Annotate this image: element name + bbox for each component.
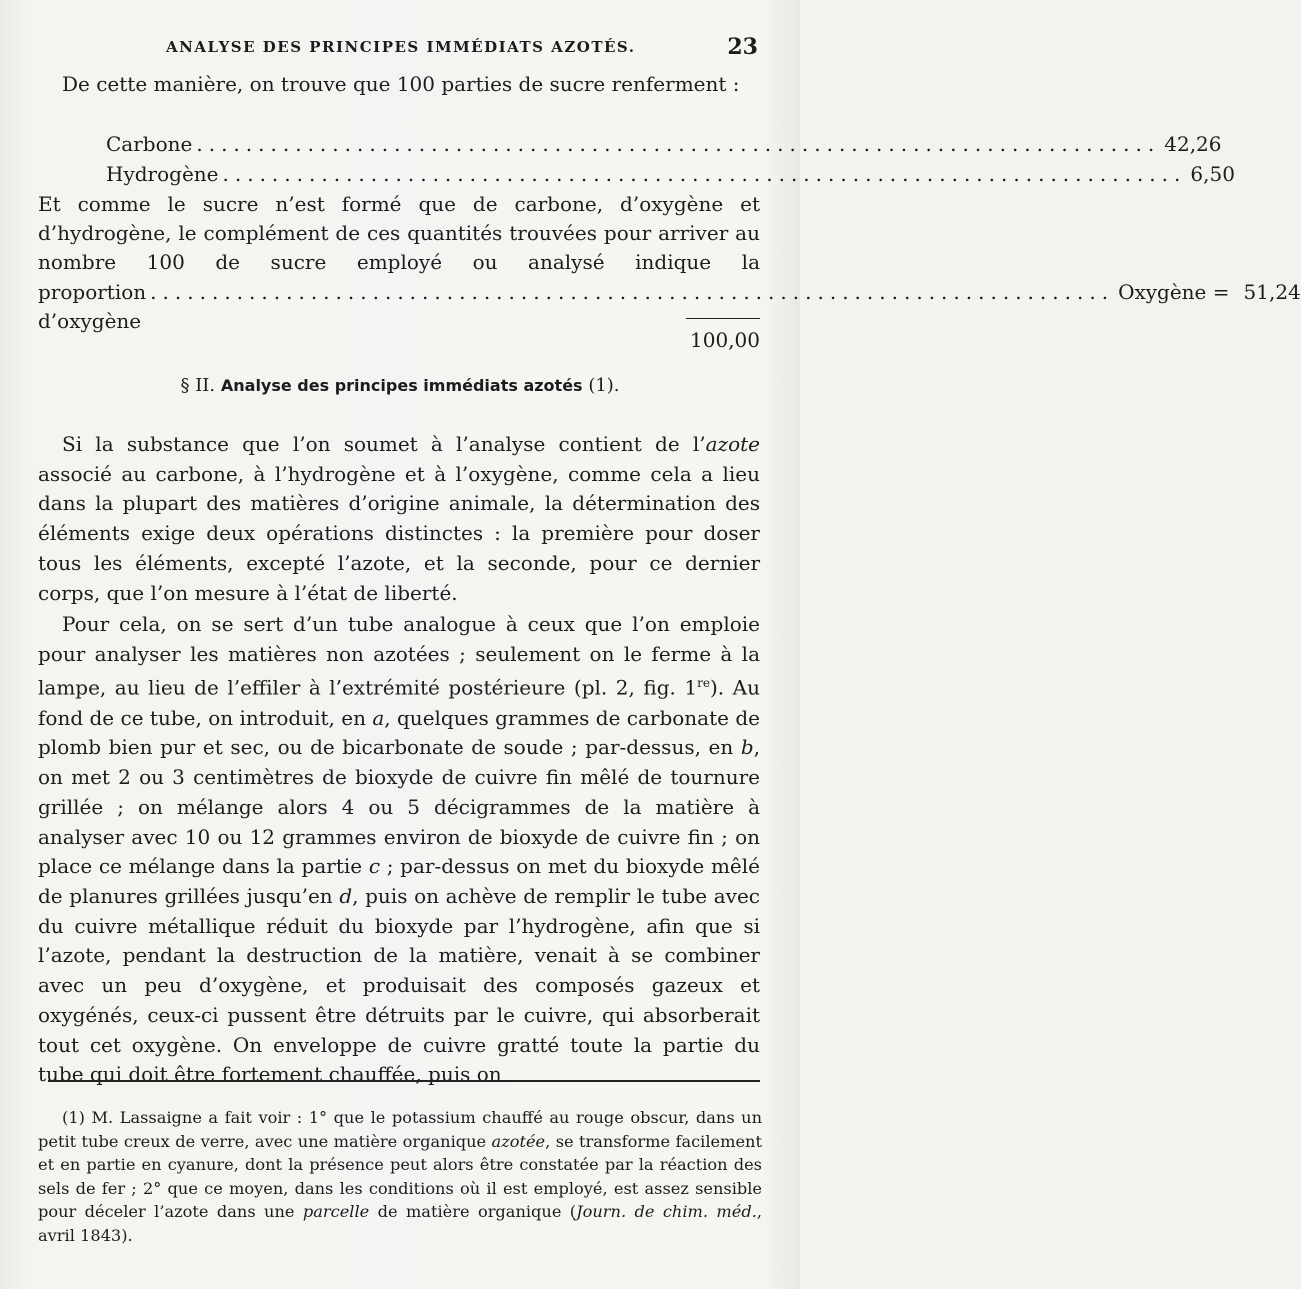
italic-letter: a [372, 705, 385, 730]
italic-letter: d [339, 883, 353, 908]
complement-paragraph: Et comme le sucre n’est formé que de carbone, d’oxygène et d’hydrogène, le complément de ces quantités trouvées pour arriver au nombre 100 de sucre employé ou analysé indique la [38, 192, 760, 274]
paragraph-text: associé au carbone, à l’hydrogène et à l’oxygène, comme cela a lieu dans la plupart des matières d’origine animale, la détermination des éléments exige deux opérations distinctes : la première pour doser tous les éléments, excepté l’azote, et la seconde, pour ce dernier corps, que l’on mesure à l’état de liberté. [38, 461, 760, 605]
composition-label: Carbone [106, 132, 193, 156]
oxygen-value: 51,24 [1243, 280, 1301, 304]
composition-value: 42,26 [1164, 132, 1222, 156]
leader-dots: .............................................................................. [150, 280, 1115, 304]
intro-line: De cette manière, on trouve que 100 parties de sucre renferment : [62, 72, 740, 96]
section-note-ref: (1). [588, 375, 620, 396]
leader-dots: .............................................................................. [222, 162, 1187, 186]
composition-label: Hydrogène [106, 162, 219, 186]
footnote-text: , se transforme facilement et en partie en cyanure, dont la présence peut alors être constatée par la réaction des sels de fer ; 2° que ce moyen, dans les conditions où il est employé, est assez sensible pour déceler l’azote dans une [38, 1131, 762, 1221]
page-number: 23 [727, 34, 758, 60]
italic-letter: b [740, 735, 754, 760]
italic-term: parcelle [302, 1202, 370, 1221]
oxygen-row-label: proportion d’oxygène [38, 280, 147, 333]
journal-citation: Journ. de chim. méd. [576, 1202, 757, 1221]
footnote [38, 1106, 762, 1247]
sum-total: 100,00 [690, 328, 760, 352]
italic-term: azote [705, 432, 760, 456]
footnote-text: (1) M. Lassaigne a fait voir : 1° que le potassium chauffé au rouge obscur, dans un petit tube creux de verre, avec une matière organique [38, 1108, 762, 1151]
paragraph-text: , on met 2 ou 3 centimètres de bioxyde de cuivre fin mêlé de tournure grillée ; on mélange alors 4 ou 5 décigrammes de la matière à analyser avec 10 ou 12 grammes environ de bioxyde de cuivre fin ; on place ce mélange dans la partie [38, 735, 760, 879]
footnote-text: , avril 1843). [38, 1202, 763, 1245]
italic-letter: c [368, 854, 381, 879]
footnote-text: de matière organique ( [369, 1202, 577, 1221]
paragraph-text: Si la substance que l’on soumet à l’analyse contient de l’ [62, 432, 706, 456]
paragraph-1 [38, 430, 760, 608]
composition-row-hydrogene [106, 160, 1235, 189]
italic-term: azotée [491, 1131, 546, 1151]
oxygen-row [38, 278, 1301, 336]
oxygen-label: Oxygène = [1118, 280, 1230, 304]
sum-rule [686, 318, 760, 319]
section-number: § II. [180, 375, 216, 396]
paragraph-text: , quelques grammes de carbonate de plomb bien pur et sec, ou de bicarbonate de soude ; par-dessus, en [38, 705, 760, 760]
superscript: re [697, 676, 710, 691]
section-title: Analyse des principes immédiats azotés [220, 376, 583, 395]
leader-dots: .............................................................................. [196, 132, 1161, 156]
page-header [0, 36, 800, 64]
composition-row-carbone [106, 130, 1222, 159]
paragraph-text: , puis on achève de remplir le tube avec du cuivre métallique réduit du bioxyde par l’hydrogène, afin que si l’azote, pendant la destruction de la matière, venait à se combiner avec un peu d’oxygène, et produisait des composés gazeux et oxygénés, ceux-ci pussent être détruits par le cuivre, qui absorberait tout cet oxygène. On enveloppe de cuivre gratté toute la partie du tube qui doit être fortement chauffée, puis on [38, 883, 760, 1087]
paragraph-text: ; par-dessus on met du bioxyde mêlé de planures grillées jusqu’en [38, 854, 761, 908]
section-heading [0, 372, 800, 400]
composition-value: 6,50 [1190, 162, 1235, 186]
paragraph-2 [38, 610, 760, 1090]
running-head: ANALYSE DES PRINCIPES IMMÉDIATS AZOTÉS. [166, 38, 636, 56]
paragraph-text: ). Au fond de ce tube, on introduit, en [38, 676, 760, 730]
footnote-rule [48, 1080, 760, 1082]
paragraph-text: Pour cela, on se sert d’un tube analogue à ceux que l’on emploie pour analyser les matières non azotées ; seulement on le ferme à la lampe, au lieu de l’effiler à l’extrémité postérieure (pl. 2, fig. 1 [38, 612, 760, 701]
